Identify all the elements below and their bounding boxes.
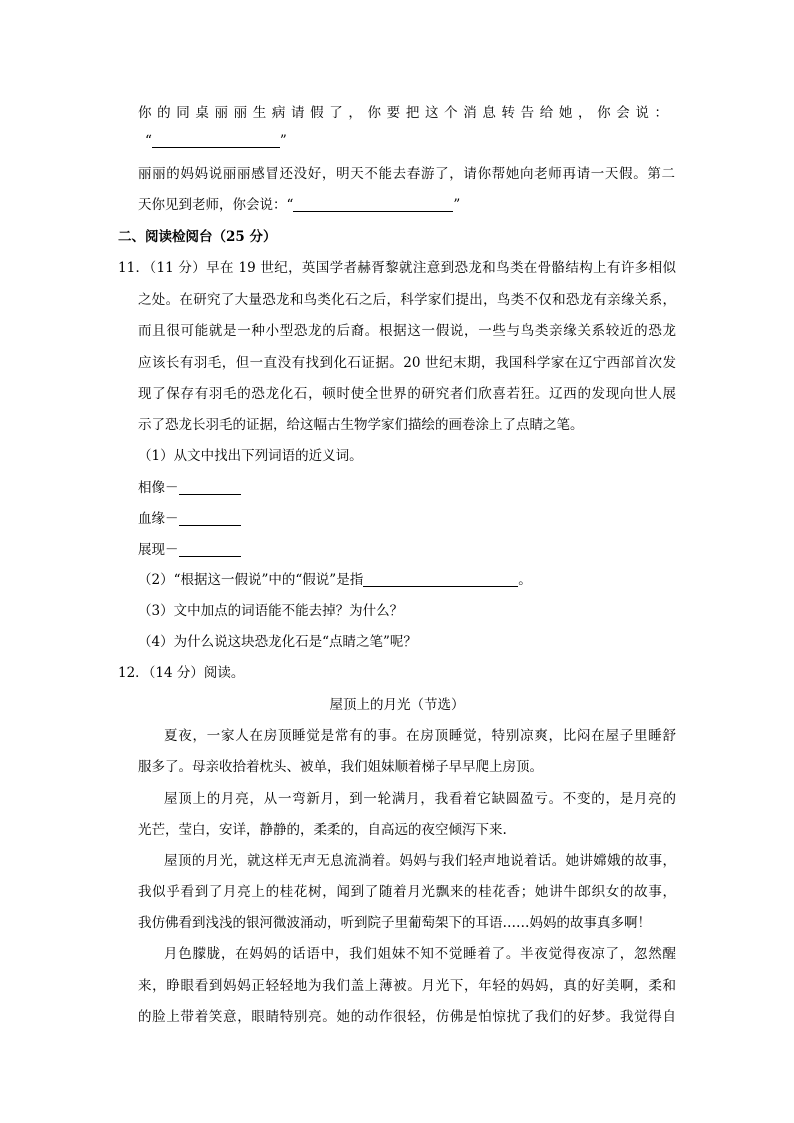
q11-passage-line: 之处。在研究了大量恐龙和鸟类化石之后，科学家们提出，鸟类不仅和恐龙有亲缘关系， [138, 292, 676, 308]
q12-passage-line: 我似乎看到了月亮上的桂花树，闻到了随着月光飘来的桂花香；她讲牛郎织女的故事， [138, 884, 676, 900]
scenario-close-quote: ” [453, 197, 461, 213]
q11-sub2-blank [363, 572, 518, 587]
q12-passage-line: 来，睁眼看到妈妈正轻轻地为我们盖上薄被。月光下，年轻的妈妈，真的好美啊，柔和 [138, 978, 676, 994]
scenario-line-2 [138, 195, 460, 215]
q11-passage-line: 应该长有羽毛，但一直没有找到化石证据。20 世纪末期，我国科学家在辽宁西部首次发 [138, 355, 676, 371]
q12-passage-title: 屋顶上的月光（节选） [329, 697, 465, 713]
answer-blank-1 [152, 133, 280, 148]
answer-blank-2 [293, 197, 453, 212]
q11-sub2-suffix: 。 [518, 572, 532, 588]
q12-passage-line: 月色朦胧，在妈妈的话语中，我们姐妹不知不觉睡着了。半夜觉得夜凉了，忽然醒 [164, 946, 676, 962]
synonym-blank [179, 511, 241, 526]
q11-passage-line: 而且很可能就是一种小型恐龙的后裔。根据这一假说，一些与鸟类亲缘关系较近的恐龙 [138, 323, 676, 339]
q11-sub4: （4）为什么说这块恐龙化石是“点睛之笔”呢？ [138, 634, 417, 650]
scenario-line-2-text: 天你见到老师，你会说：“ [138, 197, 294, 213]
q11-sub3: （3）文中加点的词语能不能去掉？为什么？ [138, 603, 404, 619]
synonym-word: 相像－ [138, 480, 179, 496]
q11-passage-line: 现了保存有羽毛的恐龙化石，顿时使全世界的研究者们欣喜若狂。辽西的发现向世人展 [138, 386, 676, 402]
q12-label: 12．（14 分）阅读。 [118, 665, 245, 681]
q12-passage-line: 光芒，莹白，安详，静静的，柔柔的，自高远的夜空倾泻下来. [138, 822, 507, 838]
q11-passage-line: 示了恐龙长羽毛的证据，给这幅古生物学家们描绘的画卷涂上了点睛之笔。 [138, 417, 584, 433]
q12-passage-line: 的脸上带着笑意，眼睛特别亮。她的动作很轻，仿佛是怕惊扰了我们的好梦。我觉得自 [138, 1009, 676, 1025]
q12-passage-line: 服多了。母亲收拾着枕头、被单，我们姐妹顺着梯子早早爬上房顶。 [138, 759, 543, 775]
scenario-line-1: 丽丽的妈妈说丽丽感冒还没好，明天不能去春游了，请你帮她向老师再请一天假。第二 [138, 166, 675, 182]
synonym-blank [179, 480, 241, 495]
synonym-row [138, 509, 241, 529]
open-quote: “ [145, 133, 152, 149]
q12-passage-line: 屋顶的月光，就这样无声无息流淌着。妈妈与我们轻声地说着话。她讲嫦娥的故事， [164, 853, 676, 869]
q12-passage-line: 我仿佛看到浅浅的银河微波涌动，听到院子里葡萄架下的耳语……妈妈的故事真多啊！ [138, 915, 651, 931]
prompt-line: 你的同桌丽丽生病请假了，你要把这个消息转告给她，你会说： [138, 105, 668, 121]
answer-line-1 [145, 131, 287, 151]
q12-passage-line: 屋顶上的月亮，从一弯新月，到一轮满月，我看着它缺圆盈亏。不变的，是月亮的 [164, 791, 676, 807]
synonym-word: 展现－ [138, 542, 179, 558]
synonym-blank [179, 542, 241, 557]
synonym-row [138, 540, 241, 560]
q11-sub1: （1）从文中找出下列词语的近义词。 [138, 448, 363, 464]
q11-sub2-prefix: （2）“根据这一假说”中的“假说”是指 [138, 572, 364, 588]
q11-sub2 [138, 570, 532, 590]
synonym-word: 血缘－ [138, 511, 179, 527]
q11-passage-line: 11．（11 分）早在 19 世纪，英国学者赫胥黎就注意到恐龙和鸟类在骨骼结构上有许多相似 [118, 260, 676, 276]
close-quote: ” [279, 133, 287, 149]
synonym-row [138, 478, 241, 498]
section-heading: 二、阅读检阅台（25 分） [118, 229, 277, 245]
q12-passage-line: 夏夜，一家人在房顶睡觉是常有的事。在房顶睡觉，特别凉爽，比闷在屋子里睡舒 [164, 728, 676, 744]
